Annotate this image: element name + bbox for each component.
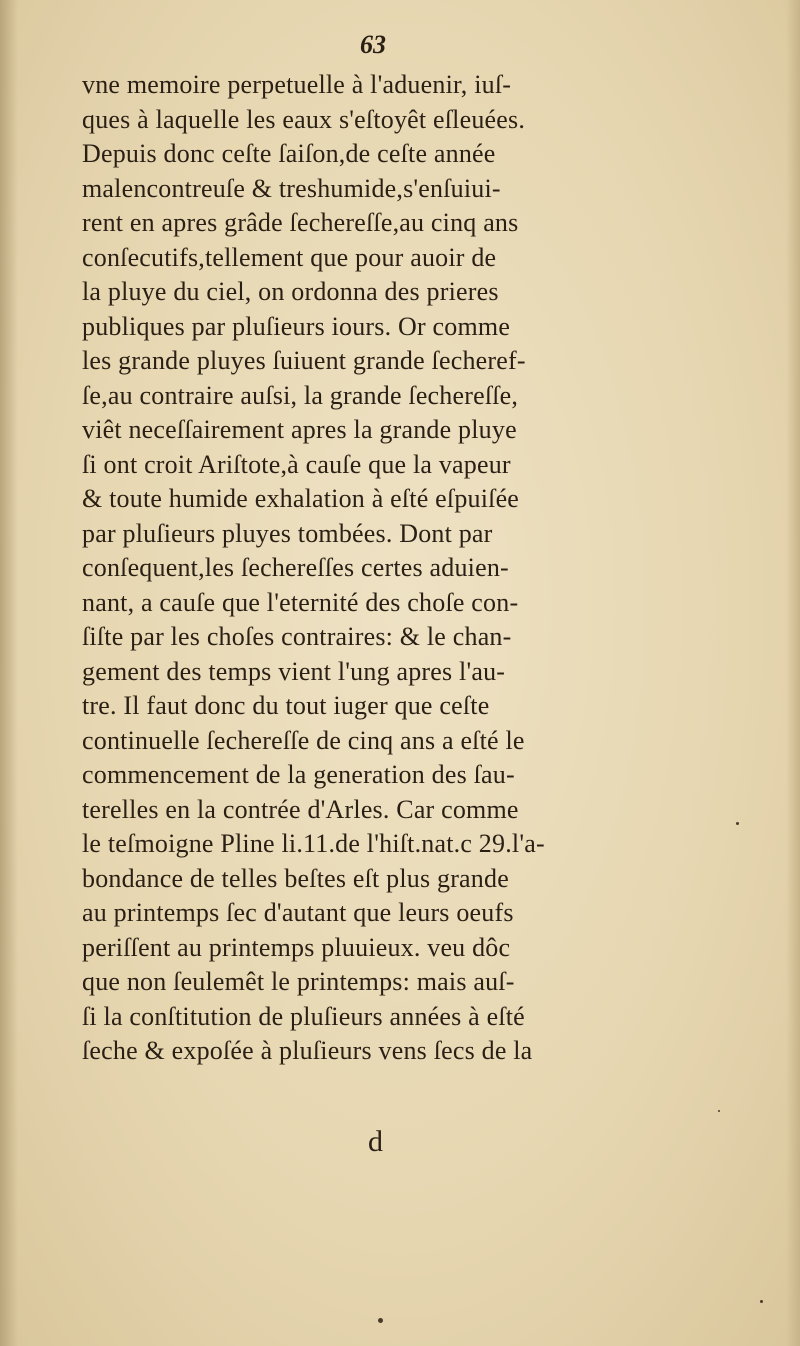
page-number: 63 <box>360 30 386 59</box>
text-line: ques à laquelle les eaux s'eſtoyêt eſleuées. <box>82 104 526 134</box>
ink-speck <box>718 1110 720 1112</box>
signature-mark: d <box>368 1125 383 1158</box>
text-line: rent en apres grâde ſechereſſe,au cinq ans <box>82 208 519 237</box>
text-line: ſe,au contraire auſsi, la grande ſechereſſe, <box>82 380 519 410</box>
text-line: malencontreuſe & treshumide,s'enſuiui- <box>82 173 501 203</box>
text-line: par pluſieurs pluyes tombées. Dont par <box>82 518 493 548</box>
text-line: bondance de telles beſtes eſt plus grande <box>82 863 509 893</box>
text-line: & toute humide exhalation à eſté eſpuiſée <box>82 484 520 513</box>
page-edge-shadow-right <box>786 0 800 1346</box>
text-line: commencement de la generation des ſau- <box>82 760 515 789</box>
text-line: la pluye du ciel, on ordonna des prieres <box>82 277 499 306</box>
text-line: que non ſeulemêt le printemps: mais auſ- <box>82 967 515 996</box>
text-line: tre. Il faut donc du tout iuger que ceſte <box>82 691 490 720</box>
text-line: ſeche & expoſée à pluſieurs vens ſecs de la <box>82 1036 533 1065</box>
text-line: ſiſte par les choſes contraires: & le chan- <box>82 622 512 651</box>
text-line: vne memoire perpetuelle à l'aduenir, iuſ- <box>82 70 512 99</box>
page-edge-shadow-left <box>0 0 18 1346</box>
text-line: ſi la conſtitution de pluſieurs années à eſté <box>82 1001 525 1031</box>
text-line: conſequent,les ſechereſſes certes aduien- <box>82 553 509 582</box>
text-line: les grande pluyes ſuiuent grande ſecheref- <box>82 346 526 375</box>
text-line: gement des temps vient l'ung apres l'au- <box>82 656 506 686</box>
text-line: terelles en la contrée d'Arles. Car comme <box>82 794 519 824</box>
ink-speck <box>760 1300 763 1303</box>
text-line: ſi ont croit Ariſtote,à cauſe que la vapeur <box>82 449 511 479</box>
text-line: au printemps ſec d'autant que leurs oeufs <box>82 898 514 927</box>
ink-speck <box>736 822 739 825</box>
body-text <box>82 68 632 1069</box>
ink-speck <box>378 1318 383 1323</box>
text-line: periſſent au printemps pluuieux. veu dôc <box>82 932 511 962</box>
text-line: le teſmoigne Pline li.11.de l'hiſt.nat.c 29.l'a- <box>82 829 545 858</box>
text-line: publiques par pluſieurs iours. Or comme <box>82 311 511 341</box>
text-line: viêt neceſſairement apres la grande pluye <box>82 415 517 444</box>
text-line: nant, a cauſe que l'eternité des choſe con- <box>82 587 519 617</box>
text-line: continuelle ſechereſſe de cinq ans a eſté le <box>82 725 525 755</box>
text-line: conſecutifs,tellement que pour auoir de <box>82 242 497 272</box>
text-line: Depuis donc ceſte ſaiſon,de ceſte année <box>82 139 496 168</box>
